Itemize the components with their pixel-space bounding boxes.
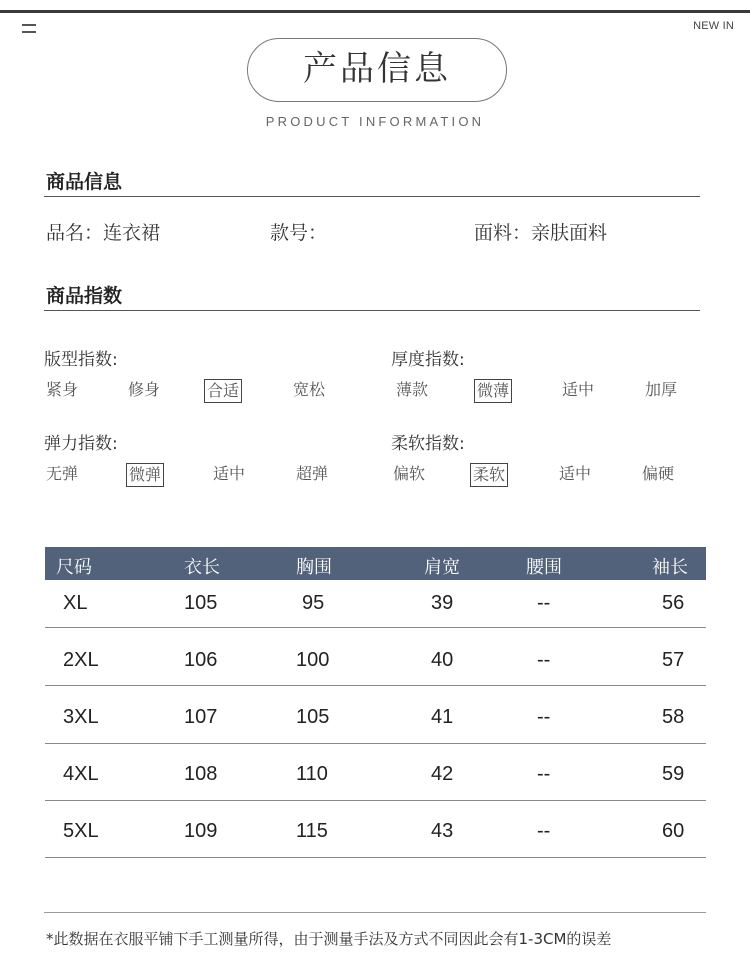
table-cell: -- (537, 820, 551, 842)
thickness-option: 适中 (562, 380, 595, 399)
table-cell: -- (537, 649, 551, 671)
fit-option: 宽松 (293, 380, 326, 399)
fabric: 面料：亲肤面料 (474, 222, 608, 244)
stretch-option: 超弹 (296, 464, 329, 483)
stretch-index-label: 弹力指数: (44, 434, 118, 454)
row-divider (45, 743, 706, 744)
softness-option: 适中 (559, 464, 592, 483)
header-size: 尺码 (56, 557, 92, 578)
table-cell: 58 (662, 706, 685, 728)
softness-option: 偏软 (393, 464, 426, 483)
table-cell: 105 (184, 592, 218, 614)
fit-index-label: 版型指数: (44, 350, 118, 370)
table-cell: 100 (296, 649, 330, 671)
row-divider (45, 800, 706, 801)
table-cell: 59 (662, 763, 685, 785)
top-divider (0, 10, 750, 13)
measurement-footnote: *此数据在衣服平铺下手工测量所得，由于测量手法及方式不同因此会有1-3CM的误差 (46, 930, 612, 948)
table-cell: 40 (431, 649, 454, 671)
table-cell: -- (537, 763, 551, 785)
table-cell: 110 (296, 763, 328, 785)
table-cell: 39 (431, 592, 454, 614)
new-in-badge: NEW IN (693, 20, 734, 32)
table-cell: 42 (431, 763, 454, 785)
table-cell: 107 (184, 706, 218, 728)
thickness-option: 薄款 (396, 380, 429, 399)
softness-index-label: 柔软指数: (391, 434, 465, 454)
row-divider (45, 685, 706, 686)
header-length: 衣长 (184, 557, 220, 578)
header-shoulder: 肩宽 (424, 557, 460, 578)
fit-option: 紧身 (46, 380, 79, 399)
table-cell: 43 (431, 820, 454, 842)
table-cell: 95 (302, 592, 325, 614)
footnote-divider (44, 912, 706, 913)
table-cell: 108 (184, 763, 218, 785)
table-cell: 41 (431, 706, 454, 728)
stretch-option-selected: 微弹 (126, 463, 164, 487)
fit-option: 修身 (128, 380, 161, 399)
product-info-title: 商品信息 (46, 171, 123, 193)
product-name: 品名：连衣裙 (46, 222, 161, 244)
row-divider (45, 857, 706, 858)
thickness-option-selected: 微薄 (474, 379, 512, 403)
row-divider (45, 627, 706, 628)
table-cell: -- (537, 592, 551, 614)
table-cell: 57 (662, 649, 685, 671)
stretch-option: 适中 (213, 464, 246, 483)
page-subtitle: PRODUCT INFORMATION (265, 114, 485, 129)
section-divider (44, 196, 700, 197)
size-table-header (45, 547, 706, 580)
table-cell: XL (63, 592, 88, 614)
table-cell: 56 (662, 592, 685, 614)
table-cell: 5XL (63, 820, 99, 842)
thickness-option: 加厚 (645, 380, 678, 399)
header-sleeve: 袖长 (652, 557, 688, 578)
stretch-option: 无弹 (46, 464, 79, 483)
section-divider (44, 310, 700, 311)
table-cell: 105 (296, 706, 330, 728)
product-index-title: 商品指数 (46, 285, 123, 307)
thickness-index-label: 厚度指数: (391, 350, 465, 370)
header-bust: 胸围 (296, 557, 332, 578)
style-number: 款号： (270, 222, 328, 244)
header-waist: 腰围 (526, 557, 562, 578)
table-cell: 2XL (63, 649, 99, 671)
page-title: 产品信息 (247, 38, 507, 102)
menu-icon[interactable] (22, 24, 36, 34)
softness-option: 偏硬 (642, 464, 675, 483)
table-cell: 60 (662, 820, 685, 842)
table-cell: 109 (184, 820, 218, 842)
table-cell: 106 (184, 649, 218, 671)
fit-option-selected: 合适 (204, 379, 242, 403)
table-cell: -- (537, 706, 551, 728)
softness-option-selected: 柔软 (470, 463, 508, 487)
table-cell: 3XL (63, 706, 99, 728)
table-cell: 115 (296, 820, 328, 842)
table-cell: 4XL (63, 763, 99, 785)
